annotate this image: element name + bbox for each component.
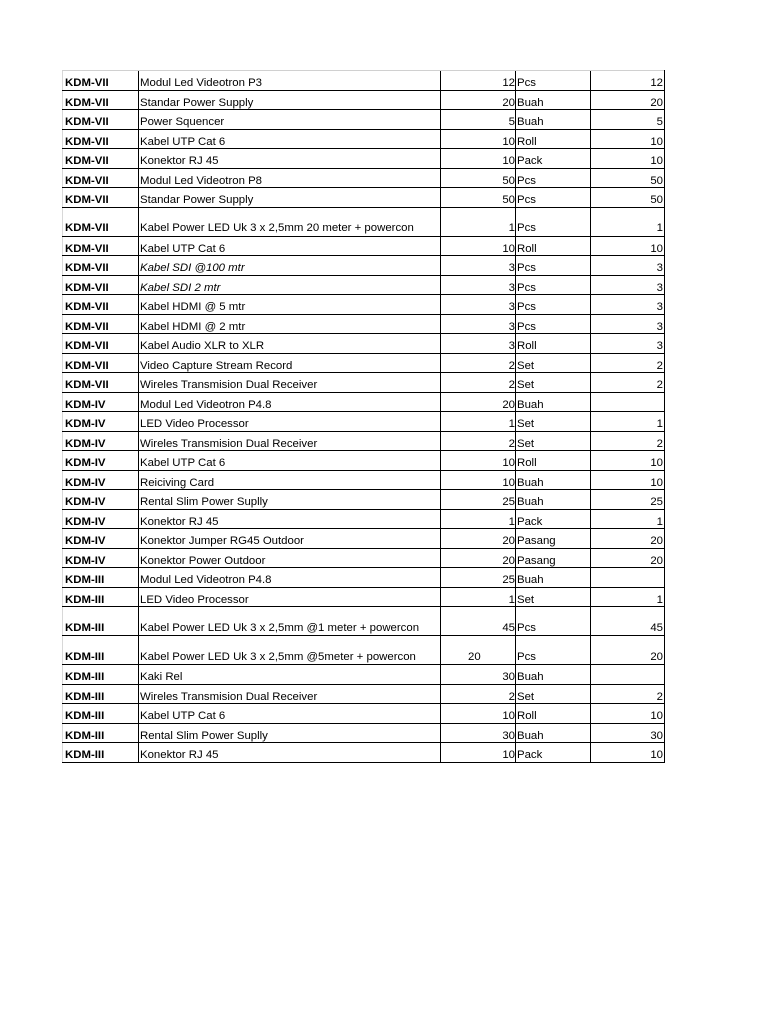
cell-total: 10 [591, 149, 665, 169]
table-row [63, 373, 665, 393]
table-row [63, 149, 665, 169]
cell-unit: Pack [516, 509, 591, 529]
table-row [63, 188, 665, 208]
cell-total: 10 [591, 451, 665, 471]
table-row [63, 295, 665, 315]
cell-item: Konektor RJ 45 [139, 743, 441, 763]
cell-code: KDM-III [63, 568, 139, 588]
table-row [63, 509, 665, 529]
cell-qty: 20 [441, 529, 516, 549]
cell-qty: 10 [441, 451, 516, 471]
cell-qty: 20 [441, 548, 516, 568]
cell-code: KDM-III [63, 587, 139, 607]
cell-code: KDM-VII [63, 188, 139, 208]
cell-unit: Pasang [516, 529, 591, 549]
cell-code: KDM-VII [63, 90, 139, 110]
cell-item: Rental Slim Power Suplly [139, 490, 441, 510]
table-row [63, 207, 665, 236]
cell-total: 2 [591, 684, 665, 704]
cell-qty: 10 [441, 236, 516, 256]
table-row [63, 665, 665, 685]
cell-unit: Roll [516, 334, 591, 354]
cell-unit: Pasang [516, 548, 591, 568]
table-row [63, 90, 665, 110]
cell-qty: 10 [441, 129, 516, 149]
cell-item: Kaki Rel [139, 665, 441, 685]
cell-item: Kabel Power LED Uk 3 x 2,5mm @5meter + powercon [139, 636, 441, 665]
cell-qty: 25 [441, 490, 516, 510]
cell-code: KDM-IV [63, 509, 139, 529]
cell-unit: Pcs [516, 295, 591, 315]
cell-item: Modul Led Videotron P3 [139, 71, 441, 91]
cell-item: Kabel HDMI @ 2 mtr [139, 314, 441, 334]
cell-item: Wireles Transmision Dual Receiver [139, 431, 441, 451]
cell-code: KDM-III [63, 636, 139, 665]
cell-item: Wireles Transmision Dual Receiver [139, 684, 441, 704]
cell-total: 10 [591, 704, 665, 724]
cell-total: 25 [591, 490, 665, 510]
table-row [63, 723, 665, 743]
cell-code: KDM-VII [63, 207, 139, 236]
cell-code: KDM-VII [63, 353, 139, 373]
cell-total: 3 [591, 275, 665, 295]
cell-total [591, 568, 665, 588]
cell-qty: 3 [441, 275, 516, 295]
cell-item: Wireles Transmision Dual Receiver [139, 373, 441, 393]
cell-unit: Pcs [516, 275, 591, 295]
cell-total: 1 [591, 207, 665, 236]
table-row [63, 168, 665, 188]
cell-item: Konektor Power Outdoor [139, 548, 441, 568]
cell-total: 10 [591, 236, 665, 256]
cell-total: 30 [591, 723, 665, 743]
table-row [63, 256, 665, 276]
cell-qty: 50 [441, 188, 516, 208]
cell-item: Standar Power Supply [139, 90, 441, 110]
cell-item: Reiciving Card [139, 470, 441, 490]
cell-unit: Set [516, 353, 591, 373]
cell-code: KDM-IV [63, 451, 139, 471]
table-row [63, 743, 665, 763]
table-row [63, 490, 665, 510]
table-row [63, 451, 665, 471]
table-row [63, 236, 665, 256]
cell-qty: 1 [441, 509, 516, 529]
cell-item: Kabel Power LED Uk 3 x 2,5mm @1 meter + powercon [139, 607, 441, 636]
cell-qty: 20 [441, 636, 516, 665]
cell-unit: Set [516, 587, 591, 607]
cell-total: 1 [591, 412, 665, 432]
cell-unit: Roll [516, 236, 591, 256]
cell-qty: 1 [441, 587, 516, 607]
table-row [63, 704, 665, 724]
cell-item: Rental Slim Power Suplly [139, 723, 441, 743]
table-row [63, 334, 665, 354]
cell-unit: Pcs [516, 188, 591, 208]
cell-qty: 3 [441, 256, 516, 276]
cell-code: KDM-VII [63, 236, 139, 256]
cell-qty: 10 [441, 470, 516, 490]
cell-item: Kabel UTP Cat 6 [139, 451, 441, 471]
cell-total: 10 [591, 743, 665, 763]
cell-unit: Pcs [516, 636, 591, 665]
cell-code: KDM-VII [63, 129, 139, 149]
table-row [63, 529, 665, 549]
cell-unit: Buah [516, 470, 591, 490]
cell-unit: Roll [516, 704, 591, 724]
cell-qty: 25 [441, 568, 516, 588]
cell-item: LED Video Processor [139, 587, 441, 607]
cell-total: 10 [591, 470, 665, 490]
cell-total: 3 [591, 314, 665, 334]
cell-unit: Buah [516, 392, 591, 412]
cell-total: 3 [591, 256, 665, 276]
cell-total: 20 [591, 529, 665, 549]
cell-code: KDM-VII [63, 275, 139, 295]
table-row [63, 275, 665, 295]
cell-code: KDM-IV [63, 490, 139, 510]
table-row [63, 548, 665, 568]
table-row [63, 71, 665, 91]
cell-qty: 45 [441, 607, 516, 636]
cell-unit: Roll [516, 451, 591, 471]
cell-total: 20 [591, 636, 665, 665]
cell-qty: 1 [441, 207, 516, 236]
cell-total: 50 [591, 188, 665, 208]
cell-qty: 3 [441, 295, 516, 315]
table-row [63, 587, 665, 607]
table-row [63, 568, 665, 588]
cell-unit: Roll [516, 129, 591, 149]
cell-code: KDM-IV [63, 412, 139, 432]
cell-qty: 20 [441, 90, 516, 110]
cell-qty: 2 [441, 684, 516, 704]
table-body [63, 71, 665, 763]
table-row [63, 314, 665, 334]
cell-item: Kabel SDI 2 mtr [139, 275, 441, 295]
cell-total [591, 392, 665, 412]
table-row [63, 470, 665, 490]
cell-item: Modul Led Videotron P4.8 [139, 392, 441, 412]
cell-unit: Pcs [516, 314, 591, 334]
table-row [63, 636, 665, 665]
cell-code: KDM-VII [63, 334, 139, 354]
cell-total: 1 [591, 509, 665, 529]
cell-total: 1 [591, 587, 665, 607]
cell-unit: Set [516, 373, 591, 393]
cell-item: Kabel UTP Cat 6 [139, 129, 441, 149]
cell-item: Video Capture Stream Record [139, 353, 441, 373]
cell-total: 12 [591, 71, 665, 91]
cell-qty: 10 [441, 743, 516, 763]
cell-code: KDM-VII [63, 149, 139, 169]
table-row [63, 353, 665, 373]
cell-item: Kabel Power LED Uk 3 x 2,5mm 20 meter + powercon [139, 207, 441, 236]
cell-qty: 10 [441, 704, 516, 724]
cell-code: KDM-VII [63, 168, 139, 188]
cell-code: KDM-III [63, 607, 139, 636]
cell-qty: 1 [441, 412, 516, 432]
table-row [63, 392, 665, 412]
cell-total: 20 [591, 90, 665, 110]
cell-unit: Buah [516, 490, 591, 510]
cell-unit: Pack [516, 743, 591, 763]
cell-code: KDM-VII [63, 256, 139, 276]
cell-item: Power Squencer [139, 110, 441, 130]
cell-item: LED Video Processor [139, 412, 441, 432]
cell-item: Kabel HDMI @ 5 mtr [139, 295, 441, 315]
cell-code: KDM-VII [63, 110, 139, 130]
cell-qty: 2 [441, 431, 516, 451]
cell-item: Kabel SDI @100 mtr [139, 256, 441, 276]
cell-unit: Pcs [516, 607, 591, 636]
cell-item: Kabel UTP Cat 6 [139, 236, 441, 256]
table-row [63, 431, 665, 451]
cell-item: Modul Led Videotron P4.8 [139, 568, 441, 588]
cell-unit: Pcs [516, 207, 591, 236]
cell-unit: Pcs [516, 168, 591, 188]
cell-item: Standar Power Supply [139, 188, 441, 208]
cell-total: 2 [591, 431, 665, 451]
cell-total: 20 [591, 548, 665, 568]
spreadsheet-table [62, 70, 665, 763]
cell-item: Modul Led Videotron P8 [139, 168, 441, 188]
cell-total: 50 [591, 168, 665, 188]
cell-code: KDM-IV [63, 431, 139, 451]
cell-qty: 12 [441, 71, 516, 91]
cell-total: 2 [591, 353, 665, 373]
cell-unit: Pcs [516, 71, 591, 91]
cell-code: KDM-VII [63, 295, 139, 315]
cell-qty: 2 [441, 353, 516, 373]
cell-code: KDM-III [63, 743, 139, 763]
cell-unit: Buah [516, 90, 591, 110]
cell-code: KDM-IV [63, 392, 139, 412]
cell-item: Konektor Jumper RG45 Outdoor [139, 529, 441, 549]
cell-unit: Buah [516, 110, 591, 130]
cell-unit: Buah [516, 568, 591, 588]
cell-unit: Pcs [516, 256, 591, 276]
cell-code: KDM-IV [63, 529, 139, 549]
cell-qty: 30 [441, 665, 516, 685]
cell-code: KDM-VII [63, 71, 139, 91]
table-row [63, 110, 665, 130]
cell-unit: Pack [516, 149, 591, 169]
cell-qty: 2 [441, 373, 516, 393]
cell-item: Kabel Audio XLR to XLR [139, 334, 441, 354]
cell-total: 5 [591, 110, 665, 130]
cell-total: 3 [591, 295, 665, 315]
cell-qty: 10 [441, 149, 516, 169]
table-row [63, 412, 665, 432]
cell-qty: 20 [441, 392, 516, 412]
cell-total: 10 [591, 129, 665, 149]
cell-total: 3 [591, 334, 665, 354]
cell-code: KDM-III [63, 684, 139, 704]
cell-code: KDM-III [63, 665, 139, 685]
cell-item: Kabel UTP Cat 6 [139, 704, 441, 724]
cell-code: KDM-IV [63, 548, 139, 568]
cell-code: KDM-III [63, 704, 139, 724]
cell-code: KDM-VII [63, 314, 139, 334]
cell-unit: Set [516, 684, 591, 704]
cell-qty: 3 [441, 314, 516, 334]
cell-item: Konektor RJ 45 [139, 149, 441, 169]
cell-total: 45 [591, 607, 665, 636]
cell-qty: 3 [441, 334, 516, 354]
cell-total [591, 665, 665, 685]
table-row [63, 684, 665, 704]
cell-unit: Set [516, 431, 591, 451]
table-row [63, 607, 665, 636]
cell-code: KDM-IV [63, 470, 139, 490]
cell-qty: 5 [441, 110, 516, 130]
cell-code: KDM-VII [63, 373, 139, 393]
cell-qty: 50 [441, 168, 516, 188]
cell-item: Konektor RJ 45 [139, 509, 441, 529]
cell-total: 2 [591, 373, 665, 393]
cell-qty: 30 [441, 723, 516, 743]
table-row [63, 129, 665, 149]
cell-unit: Buah [516, 723, 591, 743]
cell-unit: Set [516, 412, 591, 432]
cell-code: KDM-III [63, 723, 139, 743]
cell-unit: Buah [516, 665, 591, 685]
